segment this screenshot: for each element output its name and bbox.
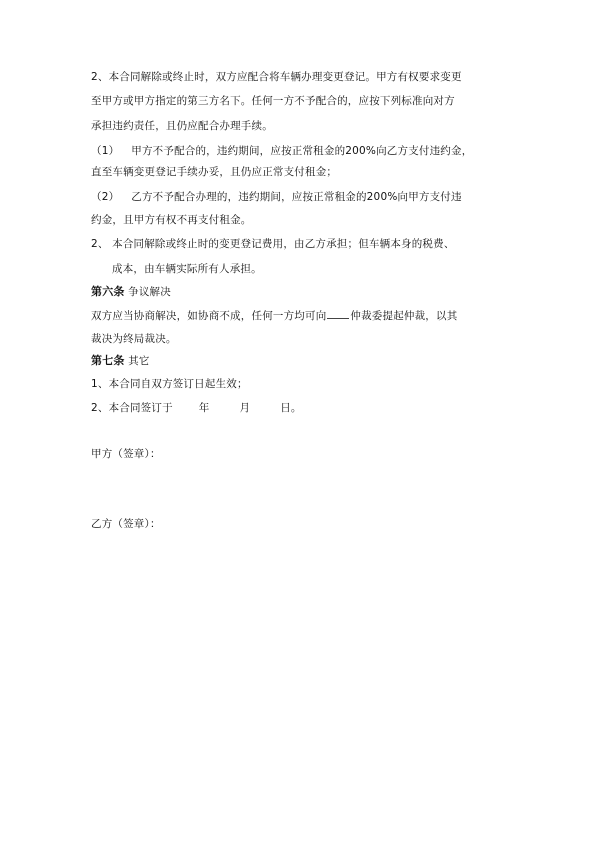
clause7-title: 其它 bbox=[128, 355, 150, 367]
clause6-number: 第六条 bbox=[91, 285, 125, 298]
clause5-item2-line1: 2、本合同解除或终止时，双方应配合将车辆办理变更登记。甲方有权要求变更 bbox=[91, 71, 462, 83]
clause6-title: 争议解决 bbox=[128, 286, 171, 298]
clause5-sub2-line2: 约金，且甲方有权不再支付租金。 bbox=[91, 214, 252, 226]
clause7-item1: 1、本合同自双方签订日起生效； bbox=[91, 378, 248, 390]
party-b-signature: 乙方（签章）： bbox=[91, 518, 161, 530]
clause5-item3-line1: 2、 本合同解除或终止时的变更登记费用，由乙方承担；但车辆本身的税费、 bbox=[91, 238, 455, 250]
clause6-heading bbox=[91, 285, 171, 299]
clause6-line1-before: 双方应当协商解决，如协商不成，任何一方均可向 bbox=[91, 310, 327, 322]
clause7-heading bbox=[91, 354, 150, 368]
clause6-line2: 裁决为终局裁决。 bbox=[91, 333, 177, 345]
party-a-signature: 甲方（签章）： bbox=[91, 448, 161, 460]
date-year: 年 bbox=[198, 402, 210, 414]
clause5-item2-line2: 至甲方或甲方指定的第三方名下。任何一方不予配合的，应按下列标准向对方 bbox=[91, 95, 455, 107]
sub1-text: 甲方不予配合的，违约期间，应按正常租金的200%向乙方支付违约金， bbox=[131, 145, 473, 157]
sub2-text: 乙方不予配合办理的，违约期间，应按正常租金的200%向甲方支付违 bbox=[131, 191, 462, 203]
arbitration-commission-blank bbox=[327, 308, 349, 319]
clause5-sub1-line1 bbox=[91, 144, 472, 158]
date-day: 日。 bbox=[280, 402, 302, 414]
clause5-sub2-line1 bbox=[91, 190, 462, 204]
sub1-label: （1） bbox=[91, 145, 120, 157]
clause5-sub1-line2: 直至车辆变更登记手续办妥，且仍应正常支付租金； bbox=[91, 166, 338, 178]
clause5-item3-line2: 成本，由车辆实际所有人承担。 bbox=[112, 263, 262, 275]
date-month: 月 bbox=[239, 402, 251, 414]
clause5-item2-line3: 承担违约责任，且仍应配合办理手续。 bbox=[91, 120, 273, 132]
clause7-item2 bbox=[91, 401, 302, 415]
clause6-line1 bbox=[91, 308, 457, 323]
clause7-item2-prefix: 2、本合同签订于 bbox=[91, 402, 173, 414]
sub2-label: （2） bbox=[91, 191, 120, 203]
clause7-number: 第七条 bbox=[91, 354, 125, 367]
clause6-line1-after: 仲裁委提起仲裁，以其 bbox=[350, 310, 458, 322]
